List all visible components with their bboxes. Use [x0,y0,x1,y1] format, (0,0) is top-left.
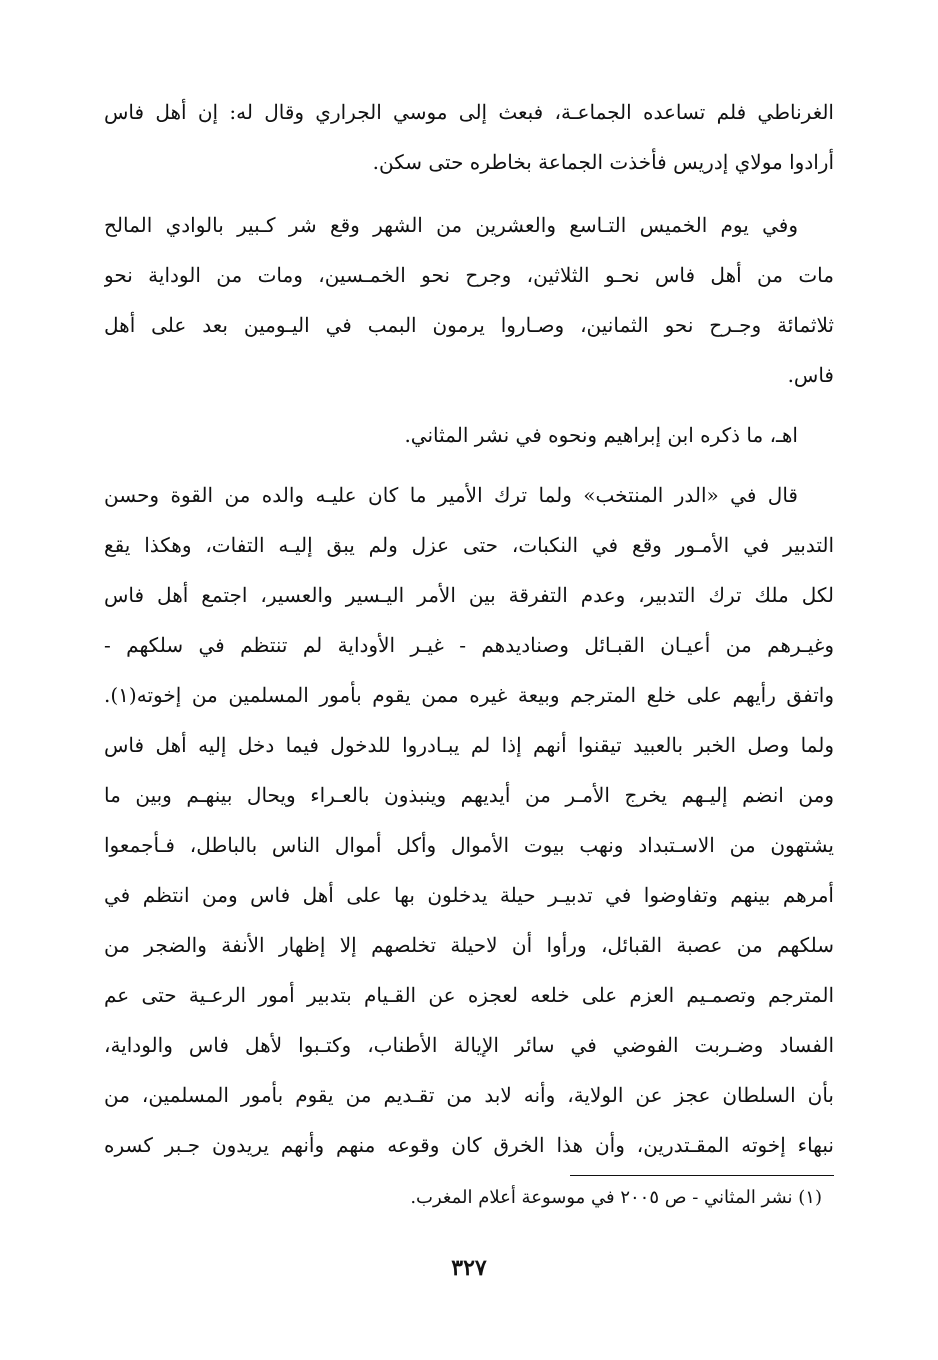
paragraph-4 [104,470,834,1170]
text-line: وغيـرهم من أعيـان القبـائل وصناديدهم - غيـر الأوداية لم تنتظم في سلكهم - [104,633,834,657]
text-line: ومن انضم إليـهم يخرج الأمـر من أيديهم وينبذون بالعـراء ويحال بينهـم وبين ما [104,783,834,807]
text-line: أرادوا مولاي إدريس فأخذت الجماعة بخاطره حتى سكن. [372,150,834,174]
text-line: مات من أهل فاس نحـو الثلاثين، وجرح نحو الخمـسين، ومات من الوداية نحو [104,263,834,287]
footnote: (١) نشر المثاني - ص ٢٠٠٥ في موسوعة أعلام المغرب. [410,1187,822,1208]
text-line: الغرناطي فلم تساعده الجماعـة، فبعث إلى موسي الجراري وقال له: إن أهل فاس [104,100,834,124]
paragraph-2 [104,200,834,400]
text-line: التدبير في الأمـور وقع في النكبات، حتى عزل ولم يبق إليـه التفات، وهكذا يقع [104,533,834,557]
text-line: قال في «الدر المنتخب» ولما ترك الأمير ما كان عليـه والده من القوة وحسن [104,483,798,507]
text-line: بأن السلطان عجز عن الولاية، وأنه لابد من تقـديم من يقوم بأمور المسلمين، من [104,1083,834,1107]
text-line: يشتهون من الاسـتبداد ونهب بيوت الأموال وأكل أموال الناس بالباطل، فـأجمعوا [104,833,834,857]
text-line: اهـ، ما ذكره ابن إبراهيم ونحوه في نشر المثاني. [404,423,798,447]
text-line: ثلاثمائة وجـرح نحو الثمانين، وصـاروا يرمون البمب في اليـومين بعد على أهل [104,313,834,337]
text-line: الفساد وضـربت الفوضي في سائر الإيالة الأطناب، وكتـبوا لأهل فاس والوداية، [104,1033,834,1057]
text-line: ولما وصل الخبر بالعبيد تيقنوا أنهم إذا لم يبـادروا للدخول فيما دخل إليه أهل فاس [104,733,834,757]
text-line: وفي يوم الخميس التـاسع والعشرين من الشهر وقع شر كـبير بالوادي المالح [104,213,798,237]
footnote-divider [570,1175,834,1176]
paragraph-3 [104,410,834,460]
text-line: لكل ملك ترك التدبير، وعدم التفرقة بين الأمر اليـسير والعسير، اجتمع أهل فاس [104,583,834,607]
text-line: أمرهم بينهم وتفاوضوا في تدبيـر حيلة يدخلون بها على أهل فاس ومن انتظم في [104,883,834,907]
text-line: نبهاء إخوته المقـتدرين، وأن هذا الخرق كان وقوعه منهم وأنهم يريدون جـبر كسره [104,1133,834,1157]
text-line: سلكهم من عصبة القبائل، ورأوا أن لاحيلة تخلصهم إلا إظهار الأنفة والضجر من [104,933,834,957]
text-line: واتفق رأيهم على خلع المترجم وبيعة غيره ممن يقوم بأمور المسلمين من إخوته(١). [104,683,834,707]
text-line: فاس. [787,363,834,387]
text-line: المترجم وتصمـيم العزم على خلعه لعجزه عن القـيام بتدبير أمور الرعـية حتى عم [104,983,834,1007]
paragraph-1 [104,87,834,187]
page-number: ٣٢٧ [451,1255,487,1281]
